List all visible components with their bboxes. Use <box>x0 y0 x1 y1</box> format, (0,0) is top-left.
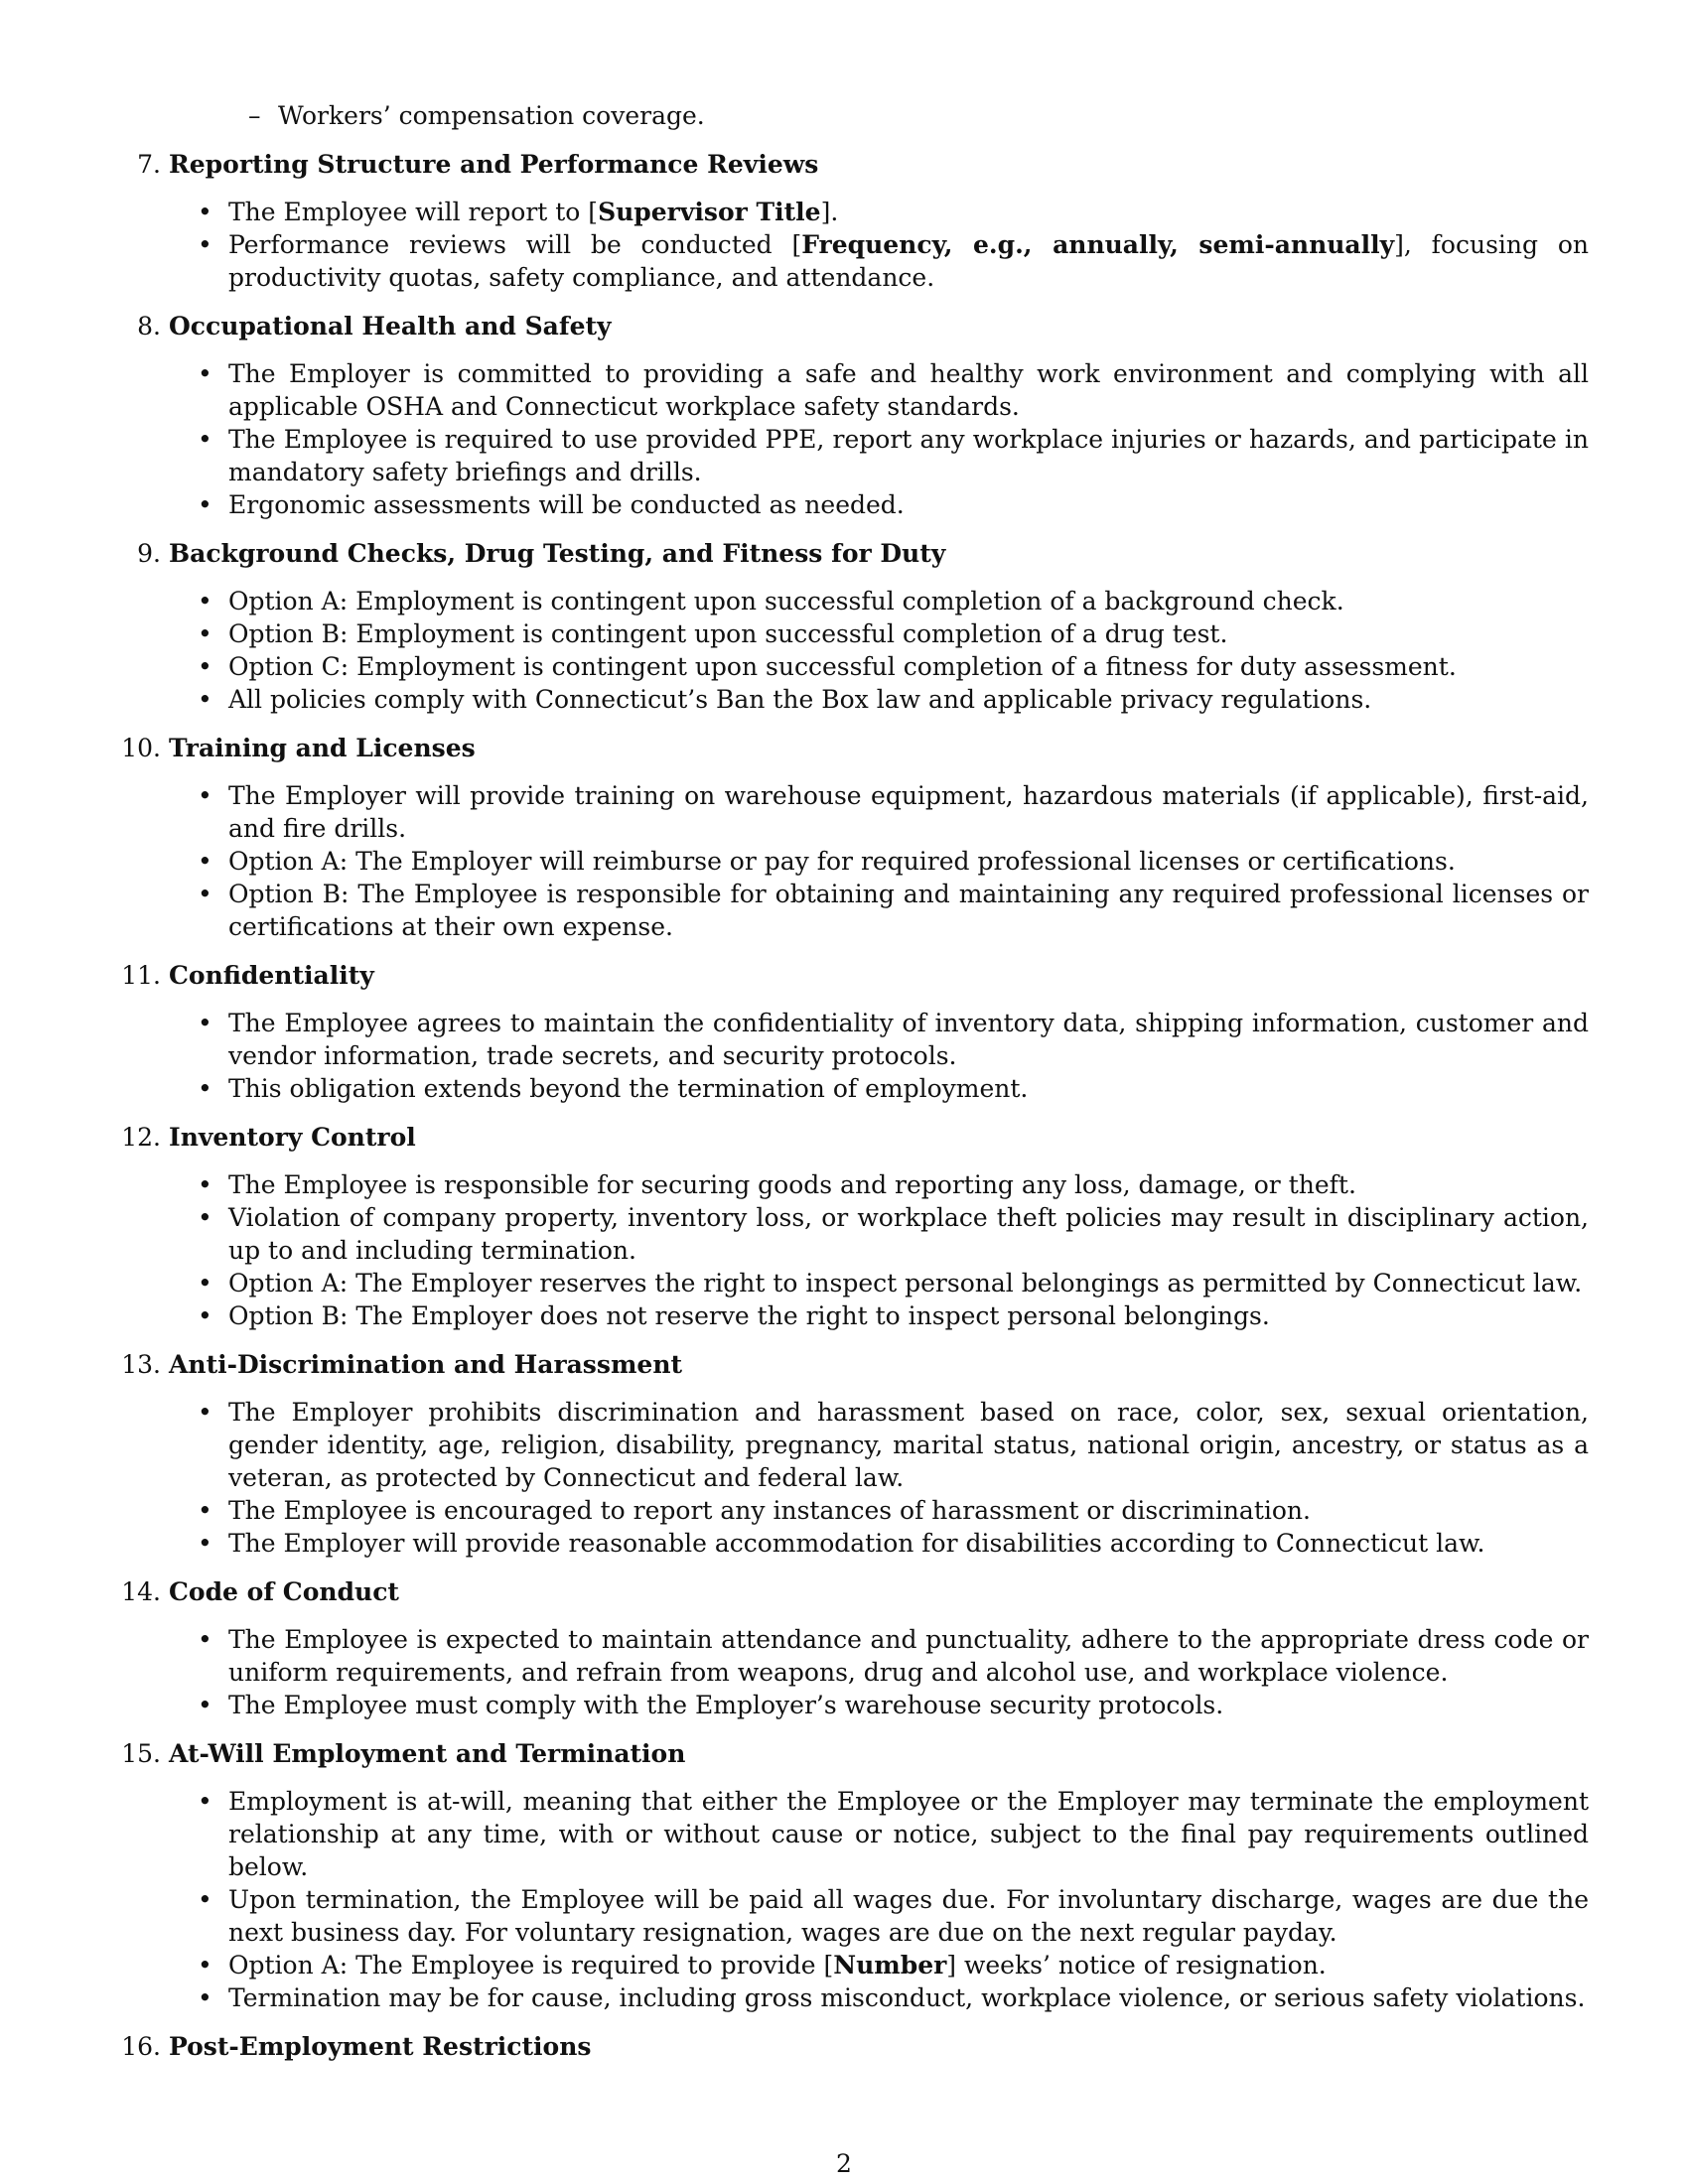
bullet-marker: • <box>198 847 212 876</box>
bullet-text: All policies comply with Connecticut’s Ban the Box law and applicable privacy regulations. <box>228 685 1372 714</box>
bullet-item <box>169 1396 1589 1494</box>
bullet-marker: • <box>198 685 212 714</box>
section-number: 15. <box>121 1739 161 1768</box>
section-heading <box>121 1348 1589 1381</box>
bullet-text: Violation of company property, inventory loss, or workplace theft policies may result in disciplinary action, up to and including termination. <box>228 1203 1589 1265</box>
bullet-item <box>169 650 1589 683</box>
section-number: 12. <box>121 1123 161 1152</box>
bullet-marker: • <box>198 230 212 259</box>
page-number: 2 <box>836 2149 852 2178</box>
bullet-marker: • <box>198 1496 212 1525</box>
bullet-marker: • <box>198 880 212 908</box>
bullet-list <box>169 1396 1589 1560</box>
bullet-marker: • <box>198 1301 212 1330</box>
bullet-marker: • <box>198 1170 212 1199</box>
placeholder-field: Number <box>833 1951 947 1979</box>
bullet-text: Option A: The Employer reserves the right to inspect personal belongings as permitted by Connecticut law. <box>228 1269 1583 1297</box>
bullet-text: The Employer prohibits discrimination and harassment based on race, color, sex, sexual orientation, gender identity, age, religion, disability, pregnancy, marital status, national origin, ancestry, or status as a veteran, as protected by Connecticut and federal law. <box>228 1398 1589 1492</box>
section-title: At-Will Employment and Termination <box>169 1739 686 1768</box>
bullet-text: The Employer will provide training on warehouse equipment, hazardous materials (if applicable), first-aid, and fire drills. <box>228 781 1589 843</box>
bullet-item <box>169 585 1589 617</box>
bullet-marker: • <box>198 1009 212 1037</box>
bullet-item <box>169 1527 1589 1560</box>
section-heading <box>121 1575 1589 1608</box>
dash-marker: – <box>248 101 261 130</box>
bullet-marker: • <box>198 1983 212 2012</box>
bullet-item <box>169 423 1589 488</box>
bullet-item <box>169 1494 1589 1527</box>
bullet-text: The Employee agrees to maintain the confidentiality of inventory data, shipping information, customer and vendor information, trade secrets, and security protocols. <box>228 1009 1589 1070</box>
section-title: Reporting Structure and Performance Reviews <box>169 150 819 179</box>
section-title: Training and Licenses <box>169 734 476 762</box>
bullet-item <box>169 1007 1589 1072</box>
section-14 <box>121 1575 1589 1721</box>
section-heading <box>121 1737 1589 1770</box>
bullet-text: The Employee is expected to maintain attendance and punctuality, adhere to the appropriate dress code or uniform requirements, and refrain from weapons, drug and alcohol use, and workplace violence. <box>228 1625 1589 1687</box>
section-7 <box>137 148 1589 294</box>
bullet-item <box>169 228 1589 294</box>
bullet-text: Option A: The Employer will reimburse or pay for required professional licenses or certifications. <box>228 847 1456 876</box>
section-number: 10. <box>121 734 161 762</box>
bullet-text: This obligation extends beyond the termination of employment. <box>228 1074 1029 1103</box>
section-title: Post-Employment Restrictions <box>169 2032 592 2061</box>
bullet-marker: • <box>198 1203 212 1232</box>
bullet-list <box>169 1168 1589 1332</box>
bullet-text: Option B: Employment is contingent upon successful completion of a drug test. <box>228 619 1228 648</box>
bullet-marker: • <box>198 1269 212 1297</box>
section-heading <box>121 1121 1589 1154</box>
bullet-item <box>169 1267 1589 1299</box>
bullet-text: Option A: Employment is contingent upon successful completion of a background check. <box>228 587 1344 615</box>
section-12 <box>121 1121 1589 1332</box>
bullet-marker: • <box>198 1691 212 1719</box>
section-title: Background Checks, Drug Testing, and Fitness for Duty <box>169 539 946 568</box>
bullet-text: The Employer will provide reasonable accommodation for disabilities according to Connecticut law. <box>228 1529 1485 1558</box>
bullet-text: Employment is at-will, meaning that either the Employee or the Employer may terminate the employment relationship at any time, with or without cause or notice, subject to the final pay requirements outlined below. <box>228 1787 1589 1881</box>
section-number: 8. <box>137 312 161 341</box>
section-number: 13. <box>121 1350 161 1379</box>
bullet-marker: • <box>198 490 212 519</box>
bullet-list <box>169 357 1589 521</box>
bullet-list <box>169 1007 1589 1105</box>
section-number: 14. <box>121 1577 161 1606</box>
bullet-item <box>169 1072 1589 1105</box>
bullet-text-tail: ], focusing on productivity quotas, safety compliance, and attendance. <box>228 230 1589 292</box>
section-number: 9. <box>137 539 161 568</box>
sections-list <box>121 148 1589 2063</box>
bullet-text-tail: ]. <box>820 198 839 226</box>
sub-item-text: Workers’ compensation coverage. <box>278 101 705 130</box>
bullet-list <box>169 1623 1589 1721</box>
bullet-list <box>169 1785 1589 2014</box>
bullet-item <box>169 1785 1589 1883</box>
bullet-text: The Employee is encouraged to report any instances of harassment or discrimination. <box>228 1496 1311 1525</box>
bullet-text: The Employer is committed to providing a safe and healthy work environment and complying with all applicable OSHA and Connecticut workplace safety standards. <box>228 359 1589 421</box>
bullet-marker: • <box>198 1951 212 1979</box>
section-heading <box>137 148 1589 181</box>
bullet-text: The Employee must comply with the Employer’s warehouse security protocols. <box>228 1691 1224 1719</box>
bullet-marker: • <box>198 1885 212 1914</box>
section-10 <box>121 732 1589 943</box>
section-heading <box>121 959 1589 992</box>
bullet-item <box>169 617 1589 650</box>
section-16 <box>121 2030 1589 2063</box>
section-heading <box>137 310 1589 342</box>
bullet-marker: • <box>198 1398 212 1427</box>
section-11 <box>121 959 1589 1105</box>
bullet-marker: • <box>198 1787 212 1816</box>
bullet-item <box>169 1623 1589 1689</box>
bullet-item <box>169 196 1589 228</box>
section-number: 7. <box>137 150 161 179</box>
continued-sub-item <box>169 99 1589 132</box>
bullet-text: Option B: The Employee is responsible for obtaining and maintaining any required professional licenses or certifications at their own expense. <box>228 880 1589 941</box>
bullet-marker: • <box>198 652 212 681</box>
bullet-marker: • <box>198 587 212 615</box>
bullet-item <box>169 1168 1589 1201</box>
bullet-marker: • <box>198 198 212 226</box>
section-title: Confidentiality <box>169 961 374 990</box>
bullet-list <box>169 585 1589 716</box>
bullet-marker: • <box>198 359 212 388</box>
section-9 <box>137 537 1589 716</box>
bullet-item <box>169 845 1589 878</box>
bullet-item <box>169 488 1589 521</box>
section-title: Code of Conduct <box>169 1577 399 1606</box>
placeholder-field: Frequency, e.g., annually, semi-annually <box>801 230 1395 259</box>
bullet-marker: • <box>198 425 212 454</box>
bullet-item <box>169 1201 1589 1267</box>
bullet-text: Option B: The Employer does not reserve the right to inspect personal belongings. <box>228 1301 1270 1330</box>
section-13 <box>121 1348 1589 1560</box>
bullet-text: Performance reviews will be conducted [ <box>228 230 802 259</box>
bullet-marker: • <box>198 1529 212 1558</box>
bullet-marker: • <box>198 619 212 648</box>
bullet-item <box>169 1981 1589 2014</box>
section-title: Occupational Health and Safety <box>169 312 612 341</box>
section-heading <box>121 732 1589 764</box>
bullet-list <box>169 779 1589 943</box>
bullet-text: Option C: Employment is contingent upon successful completion of a fitness for duty assessment. <box>228 652 1457 681</box>
bullet-text: The Employee will report to [ <box>228 198 599 226</box>
bullet-item <box>169 779 1589 845</box>
bullet-item <box>169 683 1589 716</box>
bullet-text: The Employee is responsible for securing goods and reporting any loss, damage, or theft. <box>228 1170 1356 1199</box>
bullet-text: Option A: The Employee is required to provide [ <box>228 1951 834 1979</box>
section-title: Inventory Control <box>169 1123 416 1152</box>
bullet-item <box>169 878 1589 943</box>
bullet-list <box>169 196 1589 294</box>
section-15 <box>121 1737 1589 2014</box>
section-8 <box>137 310 1589 521</box>
section-heading <box>137 537 1589 570</box>
bullet-item <box>169 1883 1589 1949</box>
bullet-item <box>169 1299 1589 1332</box>
bullet-item <box>169 1949 1589 1981</box>
bullet-text: Termination may be for cause, including gross misconduct, workplace violence, or serious safety violations. <box>228 1983 1586 2012</box>
section-heading <box>121 2030 1589 2063</box>
bullet-marker: • <box>198 1625 212 1654</box>
placeholder-field: Supervisor Title <box>598 198 821 226</box>
bullet-text: The Employee is required to use provided PPE, report any workplace injuries or hazards, and participate in mandatory safety briefings and drills. <box>228 425 1589 486</box>
section-title: Anti-Discrimination and Harassment <box>169 1350 683 1379</box>
document-body <box>121 99 1589 2063</box>
bullet-item <box>169 1689 1589 1721</box>
section-number: 16. <box>121 2032 161 2061</box>
bullet-item <box>169 357 1589 423</box>
bullet-marker: • <box>198 781 212 810</box>
bullet-text: Ergonomic assessments will be conducted as needed. <box>228 490 905 519</box>
bullet-text: Upon termination, the Employee will be paid all wages due. For involuntary discharge, wages are due the next business day. For voluntary resignation, wages are due on the next regular payday. <box>228 1885 1589 1947</box>
bullet-marker: • <box>198 1074 212 1103</box>
section-number: 11. <box>121 961 161 990</box>
bullet-text-tail: ] weeks’ notice of resignation. <box>946 1951 1327 1979</box>
